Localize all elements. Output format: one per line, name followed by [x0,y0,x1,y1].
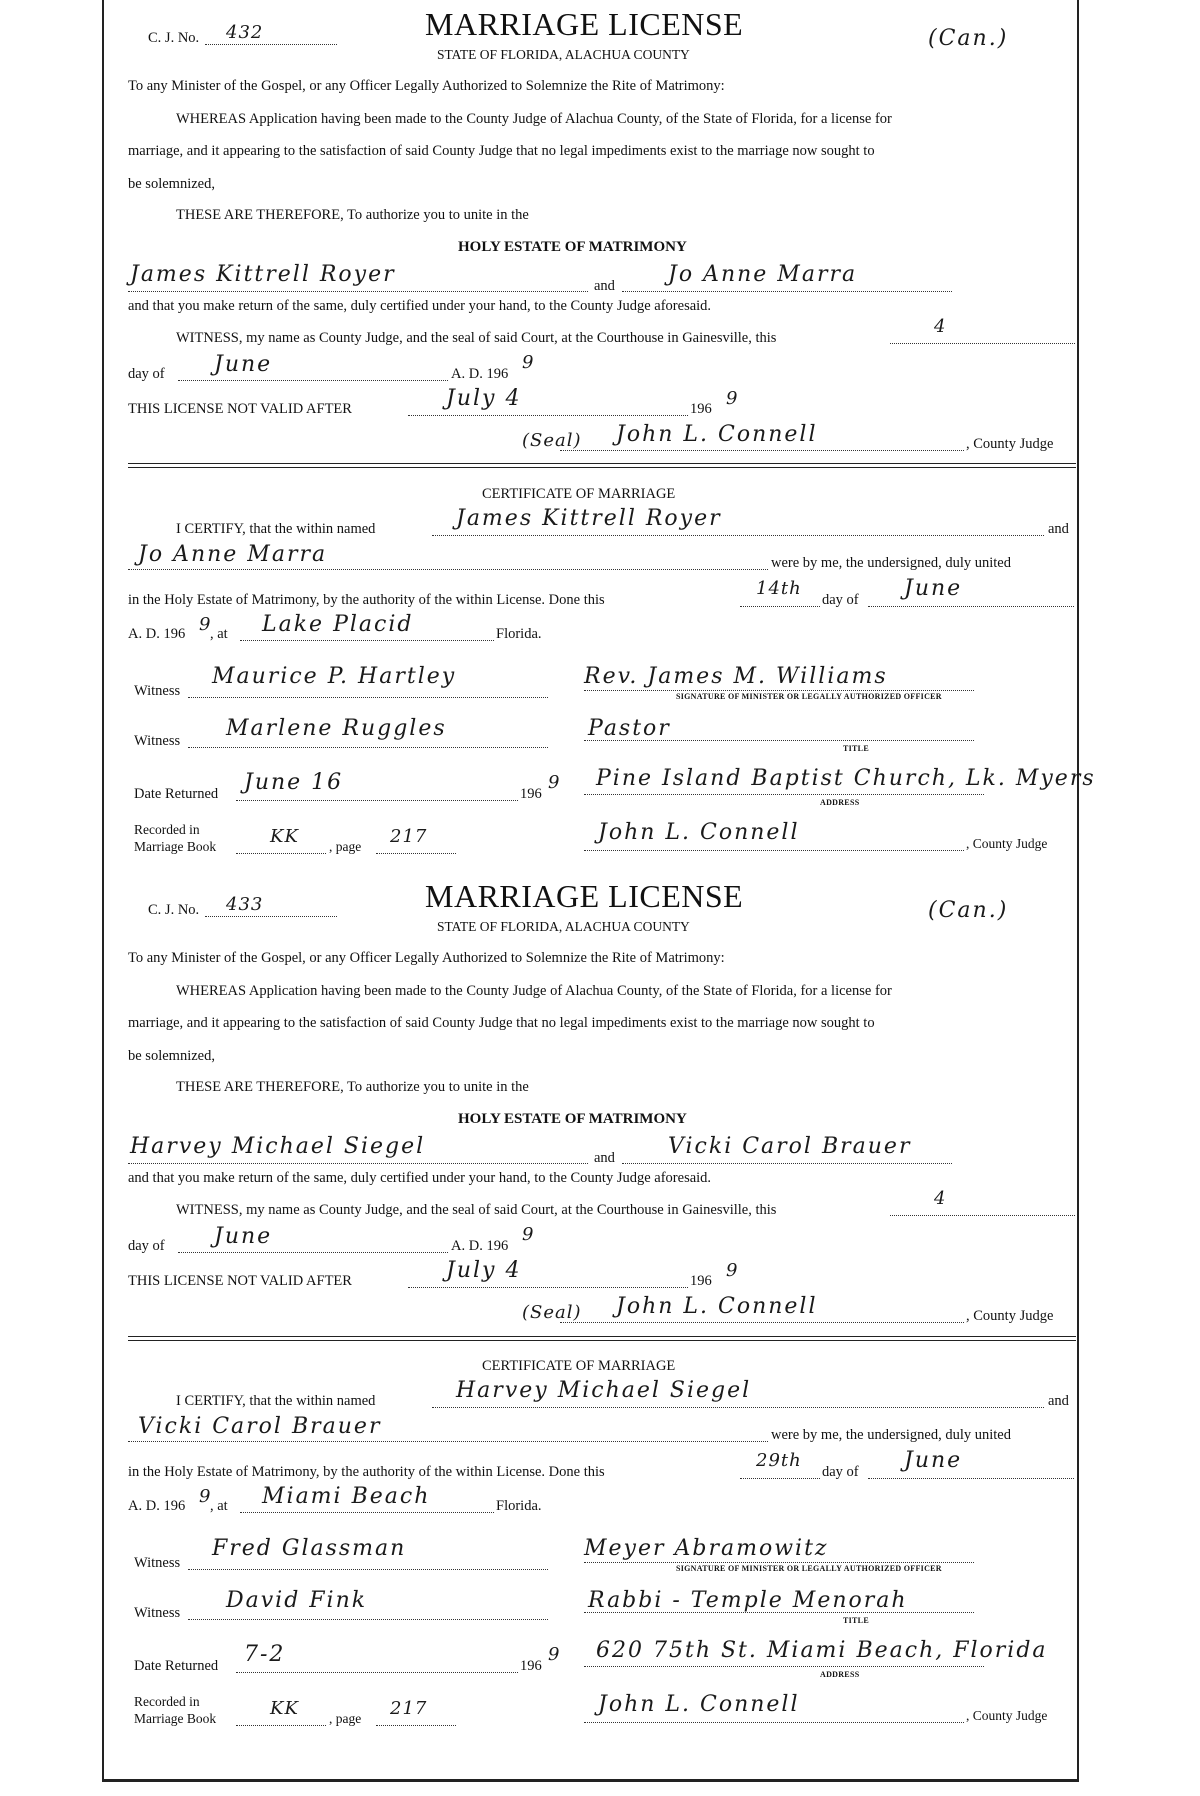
judge-signature: John L. Connell [616,422,818,447]
page-dots [376,853,456,854]
returned-year-label: 196 [520,786,542,802]
record-judge-signature: John L. Connell [598,820,800,845]
title-label: TITLE [843,1616,869,1625]
not-valid-label: THIS LICENSE NOT VALID AFTER [128,1273,352,1289]
judge-label: , County Judge [966,1308,1054,1324]
witness-text: WITNESS, my name as County Judge, and the seal of said Court, at the Courthouse in Gainesville, this [176,1202,777,1218]
return-text: and that you make return of the same, duly certified under your hand, to the County Judge aforesaid. [128,298,712,314]
done-month: June [904,576,963,601]
florida-label: Florida. [496,626,542,642]
license-subtitle: STATE OF FLORIDA, ALACHUA COUNTY [437,47,690,62]
done-day-dots [740,1478,820,1479]
witness-day-dots [890,1215,1075,1216]
bride-dots [622,291,952,292]
cancelled-annotation: (Can.) [928,26,1009,51]
not-valid-date: July 4 [446,386,522,411]
done-month: June [904,1448,963,1473]
judge-label: , County Judge [966,436,1054,452]
united-label: were by me, the undersigned, duly united [771,555,1011,571]
intro-text: To any Minister of the Gospel, or any Officer Legally Authorized to Solemnize the Rite of Matrimony: [128,950,725,966]
cert-groom-name: James Kittrell Royer [456,506,722,531]
whereas-line-3: be solemnized, [128,176,215,192]
judge-dots [560,450,964,451]
notvalid-dots [408,1287,688,1288]
title-dots [584,740,974,741]
license-block-1 [0,0,1200,870]
notvalid-dots [408,415,688,416]
date-returned: June 16 [244,770,344,795]
witness1-label: Witness [134,1555,181,1571]
bride-dots [622,1163,952,1164]
done-month-dots [868,606,1074,607]
officer-signature: Rev. James M. Williams [584,664,888,689]
ad-at-label: A. D. 196 [128,1498,186,1514]
ad-label: A. D. 196 [451,366,509,382]
ad-at-label: A. D. 196 [128,626,186,642]
whereas-line-2: marriage, and it appearing to the satisfaction of said County Judge that no legal impediments exist to the marriage now sought to [128,1015,875,1031]
cert-and-label: and [1048,521,1069,537]
officer-signature: Meyer Abramowitz [584,1536,829,1561]
returned-year-digit: 9 [548,1644,561,1665]
done-day: 29th [756,1450,802,1471]
returned-year-digit: 9 [548,772,561,793]
whereas-line-1: WHEREAS Application having been made to the County Judge of Alachua County, of the State of Florida, for a license for [176,111,892,127]
address-dots [584,1666,984,1667]
officer-label: SIGNATURE OF MINISTER OR LEGALLY AUTHORIZED OFFICER [676,692,942,701]
cj-dots [205,44,337,45]
ad-label: A. D. 196 [451,1238,509,1254]
cj-number-label: C. J. No. [148,902,200,918]
officer-label: SIGNATURE OF MINISTER OR LEGALLY AUTHORIZED OFFICER [676,1564,942,1573]
united-label: were by me, the undersigned, duly united [771,1427,1011,1443]
cert-title: CERTIFICATE OF MARRIAGE [482,1358,676,1374]
not-valid-date: July 4 [446,1258,522,1283]
page-dots [376,1725,456,1726]
marriage-book: KK [270,1698,299,1719]
license-block-2 [0,872,1200,1742]
place-dots [240,640,494,641]
whereas-line-1: WHEREAS Application having been made to the County Judge of Alachua County, of the State of Florida, for a license for [176,983,892,999]
recorded-label-2: Marriage Book [134,839,217,854]
cert-groom-dots [432,1407,1044,1408]
groom-dots [128,1163,588,1164]
returned-dots [236,1672,518,1673]
page-number: 217 [390,1698,428,1719]
returned-dots [236,800,518,801]
date-returned-label: Date Returned [134,786,219,802]
witness-text: WITNESS, my name as County Judge, and the seal of said Court, at the Courthouse in Gainesville, this [176,330,777,346]
groom-dots [128,291,588,292]
month-dots [178,380,448,381]
witness2-signature: David Fink [226,1588,368,1613]
holy-estate-text: in the Holy Estate of Matrimony, by the authority of the within License. Done this [128,1464,605,1480]
marriage-place: Miami Beach [262,1484,431,1509]
seal-text: (Seal) [522,430,582,451]
witness-day: 4 [934,1188,947,1209]
record-judge-label: , County Judge [966,1708,1048,1723]
done-day-of-label: day of [822,1464,859,1480]
groom-name: James Kittrell Royer [130,262,396,287]
florida-label: Florida. [496,1498,542,1514]
page-label: , page [329,1711,362,1726]
address-label: ADDRESS [820,1670,860,1679]
not-valid-year-label: 196 [690,1273,712,1289]
at-label: , at [210,626,228,642]
record-dots [584,1722,964,1723]
bride-name: Vicki Carol Brauer [668,1134,912,1159]
record-judge-signature: John L. Connell [598,1692,800,1717]
recorded-label-1: Recorded in [134,822,200,837]
cj-number-value: 432 [226,22,264,43]
return-text: and that you make return of the same, duly certified under your hand, to the County Judge aforesaid. [128,1170,712,1186]
not-valid-year-label: 196 [690,401,712,417]
groom-name: Harvey Michael Siegel [130,1134,426,1159]
witness-day-dots [890,343,1075,344]
witness1-label: Witness [134,683,181,699]
month-value: June [214,352,273,377]
ad-at-digit: 9 [199,614,212,635]
and-label: and [594,278,615,294]
cert-bride-dots [128,569,768,570]
holy-estate-heading: HOLY ESTATE OF MATRIMONY [458,239,687,255]
officer-dots [584,690,974,691]
title-label: TITLE [843,744,869,753]
done-month-dots [868,1478,1074,1479]
whereas-line-3: be solemnized, [128,1048,215,1064]
officer-title: Rabbi - Temple Menorah [588,1588,908,1613]
license-subtitle: STATE OF FLORIDA, ALACHUA COUNTY [437,919,690,934]
book-dots [236,1725,326,1726]
certify-label: I CERTIFY, that the within named [176,1393,376,1409]
witness-day: 4 [934,316,947,337]
at-label: , at [210,1498,228,1514]
w1-dots [188,697,548,698]
page-label: , page [329,839,362,854]
month-value: June [214,1224,273,1249]
cert-title: CERTIFICATE OF MARRIAGE [482,486,676,502]
seal-text: (Seal) [522,1302,582,1323]
day-of-label: day of [128,1238,165,1254]
done-day-dots [740,606,820,607]
title-dots [584,1612,974,1613]
cj-number-label: C. J. No. [148,30,200,46]
returned-year-label: 196 [520,1658,542,1674]
year-digit: 9 [522,352,535,373]
marriage-place: Lake Placid [262,612,414,637]
place-dots [240,1512,494,1513]
holy-estate-heading: HOLY ESTATE OF MATRIMONY [458,1111,687,1127]
bride-name: Jo Anne Marra [668,262,858,287]
month-dots [178,1252,448,1253]
certify-label: I CERTIFY, that the within named [176,521,376,537]
not-valid-year-digit: 9 [726,1260,739,1281]
officer-address: 620 75th St. Miami Beach, Florida [596,1638,1048,1663]
page-number: 217 [390,826,428,847]
therefore-text: THESE ARE THEREFORE, To authorize you to unite in the [176,1079,529,1095]
cj-dots [205,916,337,917]
cert-bride-name: Jo Anne Marra [138,542,328,567]
date-returned-label: Date Returned [134,1658,219,1674]
address-label: ADDRESS [820,798,860,807]
book-dots [236,853,326,854]
witness2-label: Witness [134,733,181,749]
witness2-signature: Marlene Ruggles [226,716,447,741]
judge-dots [560,1322,964,1323]
cert-groom-dots [432,535,1044,536]
officer-address: Pine Island Baptist Church, Lk. Myers [596,766,1096,791]
marriage-book: KK [270,826,299,847]
day-of-label: day of [128,366,165,382]
not-valid-year-digit: 9 [726,388,739,409]
officer-dots [584,1562,974,1563]
cancelled-annotation: (Can.) [928,898,1009,923]
license-title: MARRIAGE LICENSE [425,6,744,42]
done-day-of-label: day of [822,592,859,608]
witness1-signature: Fred Glassman [212,1536,407,1561]
witness2-label: Witness [134,1605,181,1621]
license-title: MARRIAGE LICENSE [425,878,744,914]
therefore-text: THESE ARE THEREFORE, To authorize you to unite in the [176,207,529,223]
address-dots [584,794,984,795]
record-dots [584,850,964,851]
witness1-signature: Maurice P. Hartley [212,664,457,689]
cert-bride-name: Vicki Carol Brauer [138,1414,382,1439]
judge-signature: John L. Connell [616,1294,818,1319]
w1-dots [188,1569,548,1570]
cert-groom-name: Harvey Michael Siegel [456,1378,752,1403]
holy-estate-text: in the Holy Estate of Matrimony, by the authority of the within License. Done this [128,592,605,608]
done-day: 14th [756,578,802,599]
not-valid-label: THIS LICENSE NOT VALID AFTER [128,401,352,417]
cert-and-label: and [1048,1393,1069,1409]
ad-at-digit: 9 [199,1486,212,1507]
cert-bride-dots [128,1441,768,1442]
year-digit: 9 [522,1224,535,1245]
w2-dots [188,1619,548,1620]
whereas-line-2: marriage, and it appearing to the satisfaction of said County Judge that no legal impediments exist to the marriage now sought to [128,143,875,159]
and-label: and [594,1150,615,1166]
date-returned: 7-2 [244,1642,286,1667]
w2-dots [188,747,548,748]
officer-title: Pastor [588,716,671,741]
cj-number-value: 433 [226,894,264,915]
recorded-label-2: Marriage Book [134,1711,217,1726]
intro-text: To any Minister of the Gospel, or any Officer Legally Authorized to Solemnize the Rite of Matrimony: [128,78,725,94]
record-judge-label: , County Judge [966,836,1048,851]
recorded-label-1: Recorded in [134,1694,200,1709]
